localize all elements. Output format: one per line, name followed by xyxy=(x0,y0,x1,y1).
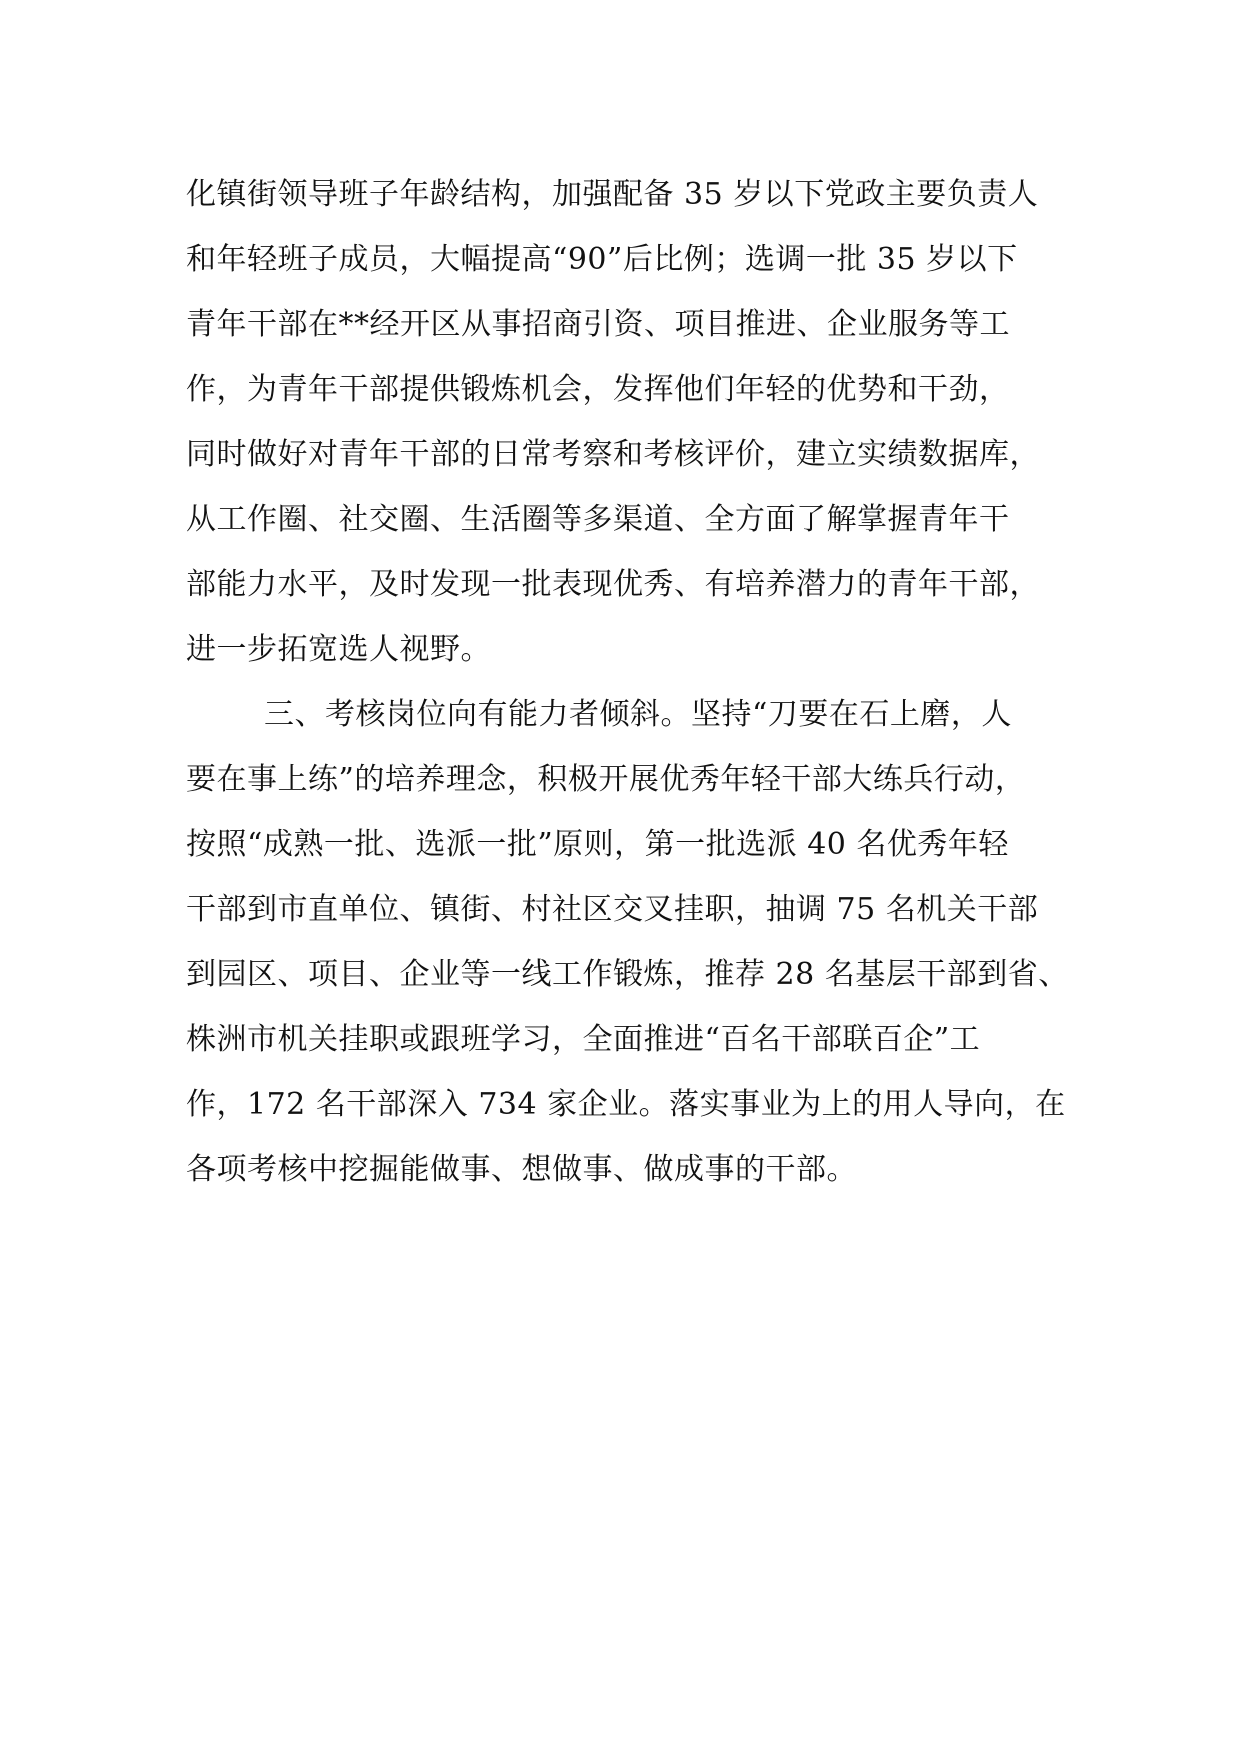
paragraph-line: 青年干部在**经开区从事招商引资、项目推进、企业服务等工 xyxy=(186,307,1010,342)
paragraph-line: 各项考核中挖掘能做事、想做事、做成事的干部。 xyxy=(186,1152,857,1187)
paragraph-line: 部能力水平，及时发现一批表现优秀、有培养潜力的青年干部， xyxy=(186,567,1040,602)
paragraph-line: 从工作圈、社交圈、生活圈等多渠道、全方面了解掌握青年干 xyxy=(186,502,1010,537)
paragraph-line: 干部到市直单位、镇街、村社区交叉挂职，抽调 75 名机关干部 xyxy=(186,892,1039,927)
paragraph-line: 化镇街领导班子年龄结构，加强配备 35 岁以下党政主要负责人 xyxy=(186,177,1039,212)
paragraph-line: 按照“成熟一批、选派一批”原则，第一批选派 40 名优秀年轻 xyxy=(186,827,1009,862)
paragraph-line: 要在事上练”的培养理念，积极开展优秀年轻干部大练兵行动， xyxy=(186,762,1026,797)
paragraph-line: 到园区、项目、企业等一线工作锻炼，推荐 28 名基层干部到省、 xyxy=(186,957,1069,992)
paragraph-line: 同时做好对青年干部的日常考察和考核评价，建立实绩数据库， xyxy=(186,437,1040,472)
paragraph-line: 作，为青年干部提供锻炼机会，发挥他们年轻的优势和干劲， xyxy=(186,372,1010,407)
paragraph-line: 和年轻班子成员，大幅提高“90”后比例；选调一批 35 岁以下 xyxy=(186,242,1018,277)
section-heading-line: 三、考核岗位向有能力者倾斜。坚持“刀要在石上磨，人 xyxy=(264,697,1012,732)
paragraph-line: 株洲市机关挂职或跟班学习，全面推进“百名干部联百企”工 xyxy=(186,1022,981,1057)
paragraph-line: 作，172 名干部深入 734 家企业。落实事业为上的用人导向，在 xyxy=(186,1087,1066,1122)
paragraph-line: 进一步拓宽选人视野。 xyxy=(186,632,491,667)
